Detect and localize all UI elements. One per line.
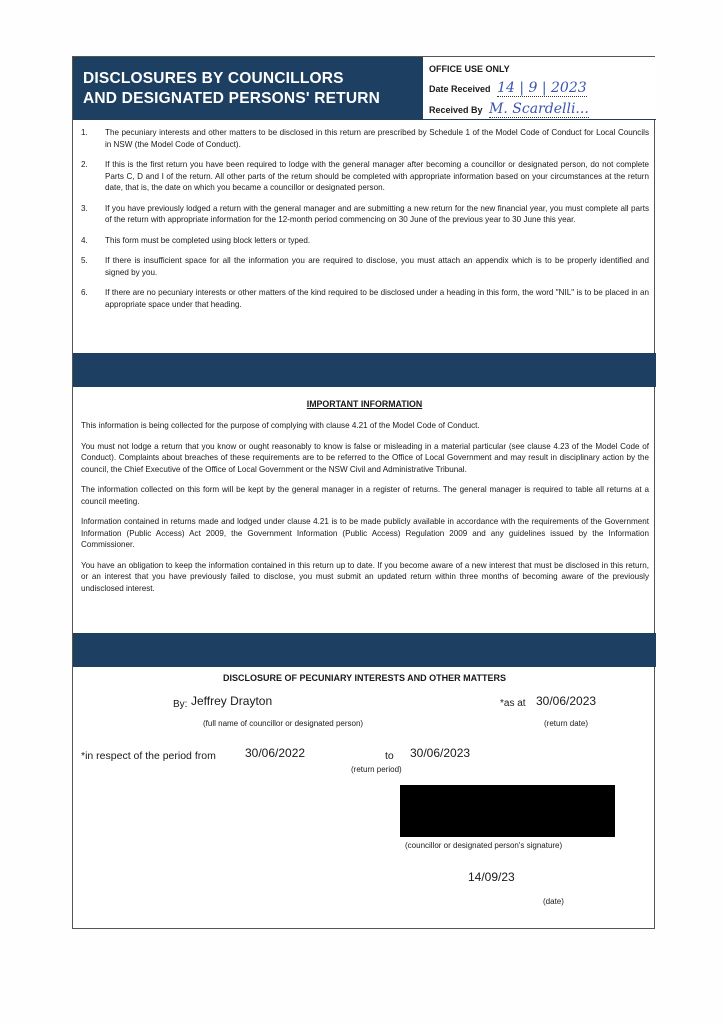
- received-by-row: [429, 101, 589, 117]
- info-paragraph: The information collected on this form will be kept by the general manager in a register of returns. The general manager is required to table all returns at a council meeting.: [81, 485, 649, 506]
- info-paragraph: Information contained in returns made and lodged under clause 4.21 is to be made publicly available in accordance with the requirements of the Government Information (Public Access) Act 2009, the Government Information (Public Access) Regulation 2009 and any guidelines issued by the Information Commissioner.: [81, 517, 649, 549]
- info-paragraph: You must not lodge a return that you know or ought reasonably to know is false or misleading in a material particular (see clause 4.23 of the Model Code of Conduct). Complaints about breaches of these requirements are to be referred to the Office of Local Government and may result in disciplinary action by the council, the Chief Executive of the Office of Local Government or the NSW Civil and Administrative Tribunal.: [81, 441, 649, 474]
- full-name-caption: (full name of councillor or designated person): [203, 719, 364, 728]
- form-page: [72, 56, 655, 929]
- instruction-item: 1. The pecuniary interests and other matters to be disclosed in this return are prescribed by Schedule 1 of the Model Code of Conduct for Local Councils in NSW (the Model Code of Conduct).: [81, 128, 649, 149]
- title-line-2: AND DESIGNATED PERSONS' RETURN: [83, 90, 381, 107]
- instruction-item: 4. This form must be completed using block letters or typed.: [81, 235, 311, 245]
- important-info-title: IMPORTANT INFORMATION: [306, 399, 423, 409]
- signature-caption: (councillor or designated person's signature): [405, 841, 563, 850]
- info-paragraph: You have an obligation to keep the information contained in this return up to date. If you become aware of a new interest that must be disclosed in this return, or an interest that you have previously failed to disclose, you must submit an updated return within three months of becoming aware of the previously undisclosed interest.: [81, 560, 649, 593]
- office-use-box: [422, 57, 656, 120]
- redacted-signature: [400, 785, 615, 837]
- section-divider-band: [73, 633, 656, 667]
- period-from-value: 30/06/2022: [245, 746, 306, 760]
- received-by-value: M. Scardelli...: [489, 101, 589, 117]
- received-by-label: Received By: [429, 105, 483, 115]
- title-line-1: DISCLOSURES BY COUNCILLORS: [83, 70, 344, 87]
- signed-date-value: 14/09/23: [468, 870, 515, 884]
- by-label: By:: [173, 699, 188, 710]
- important-info-body: [81, 420, 649, 603]
- section-divider-band: [73, 353, 656, 387]
- as-at-label: *as at: [500, 698, 526, 709]
- period-label: *in respect of the period from: [81, 750, 216, 762]
- office-use-label: OFFICE USE ONLY: [429, 64, 510, 74]
- period-to-value: 30/06/2023: [410, 746, 471, 760]
- form-title: [83, 69, 380, 109]
- period-to-label: to: [385, 750, 394, 762]
- instruction-item: 6. If there are no pecuniary interests or other matters of the kind required to be disclosed under a heading in this form, the word "NIL" is to be placed in an appropriate space under that heading.: [81, 288, 649, 309]
- date-received-label: Date Received: [429, 84, 491, 94]
- instruction-item: 2. If this is the first return you have been required to lodge with the general manager after becoming a councillor or designated person, do not complete Parts C, D and I of the return. All other parts of the return should be completed with appropriate information based on your circumstances at the return date, that is, the date on which you became a councillor or designated person.: [81, 160, 649, 192]
- full-name-value: Jeffrey Drayton: [191, 694, 273, 708]
- form-header: [73, 57, 656, 120]
- instruction-item: 5. If there is insufficient space for all the information you are required to disclose, you must attach an appendix which is to be properly identified and signed by you.: [81, 256, 649, 277]
- info-paragraph: This information is being collected for the purpose of complying with clause 4.21 of the Model Code of Conduct.: [81, 421, 480, 430]
- signed-date-caption: (date): [543, 897, 564, 906]
- instructions-list: [81, 127, 649, 319]
- return-date-caption: (return date): [544, 719, 589, 728]
- return-period-caption: (return period): [351, 765, 402, 774]
- date-received-value: 14 | 9 | 2023: [497, 80, 587, 96]
- date-received-row: [429, 80, 587, 96]
- instruction-item: 3. If you have previously lodged a return with the general manager and are submitting a new return for the new financial year, you must complete all parts of the return with appropriate information for the 12-month period commencing on 30 June of the previous year to 30 June this year.: [81, 203, 649, 224]
- return-date-value: 30/06/2023: [536, 694, 597, 708]
- disclosure-title: DISCLOSURE OF PECUNIARY INTERESTS AND OTHER MATTERS: [222, 673, 507, 683]
